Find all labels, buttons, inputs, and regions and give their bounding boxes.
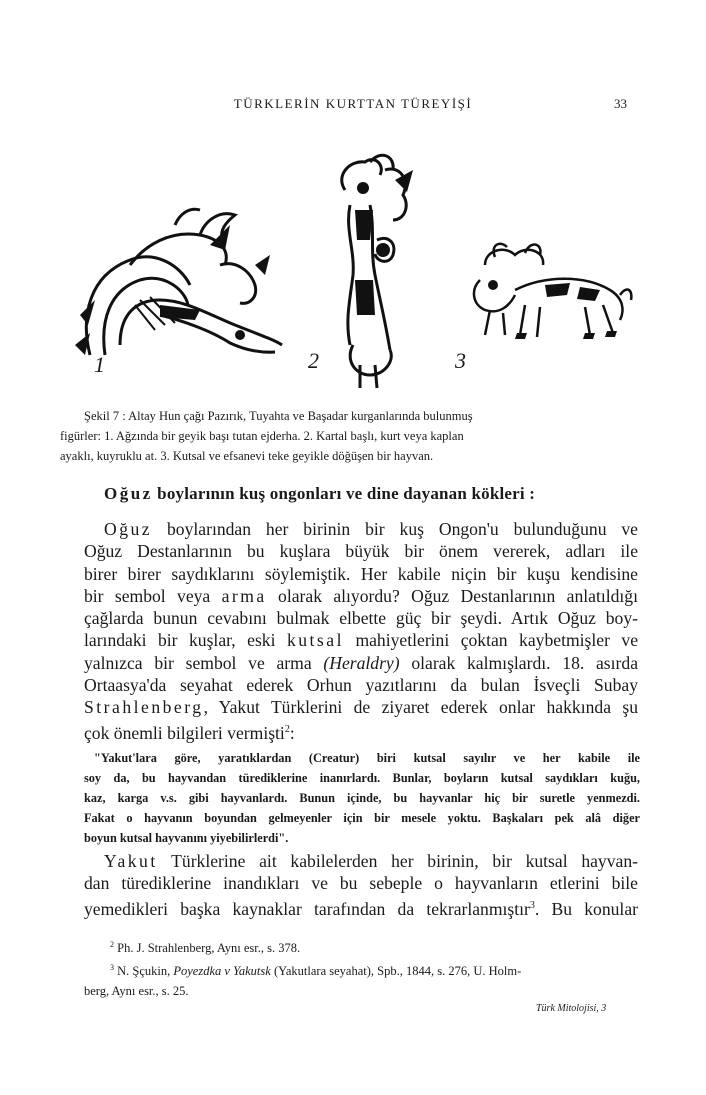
caption-line: Şekil 7 : Altay Hun çağı Pazırık, Tuyahta ve Başadar kurganlarında bulunmuş	[84, 409, 473, 423]
footnote-2: $^2$ Ph. J. Strahlenberg, Aynı esr., s. 378.	[110, 940, 301, 956]
figure-label-2: 2	[308, 348, 319, 373]
running-footer: Türk Mitolojisi, 3	[536, 1003, 607, 1014]
quote-line: "Yakut'lara göre, yaratıklardan (Creatur) biri kutsal sayılır ve her kabile ile	[94, 751, 640, 765]
footnote-3: $^3$ N. Şçukin, Poyezdka v Yakutsk (Yakutlara seyahat), Spb., 1844, s. 276, U. Holm-	[110, 963, 522, 979]
quote-line: boyun kutsal hayvanını yiyebilirlerdi".	[84, 831, 289, 845]
section-heading: Oğuz boylarının kuş ongonları ve dine dayanan kökleri :	[104, 484, 536, 503]
paragraph-line: Oğuz Destanlarının bu kuşlara büyük bir önem vererek, adları ile	[84, 541, 638, 562]
paragraph-line: larındaki bir kuşlar, eski kutsal mahiyetlerini çoktan kaybetmişler ve	[84, 630, 638, 651]
quote-line: Fakat o hayvanın boyundan gelmeyenler için bir mesele yoktu. Başkaları pek alâ diğer	[84, 811, 640, 825]
dragon-figure	[60, 205, 300, 375]
paragraph-line: birer birer saydıklarını söylemiştik. Her kabile niçin bir kuşu kendisine	[84, 563, 638, 584]
paragraph-1	[84, 518, 638, 744]
page-number: 33	[614, 96, 627, 111]
caption-line: ayaklı, kuyruklu at. 3. Kutsal ve efsanevi teke geyikle döğüşen bir hayvan.	[60, 449, 434, 463]
eagle-horse-figure	[315, 150, 425, 390]
running-title: TÜRKLERİN KURTTAN TÜREYİŞİ	[233, 96, 473, 111]
animal-fight-figure	[455, 235, 635, 345]
quote-line: soy da, bu hayvandan türediklerine inanırlardı. Bunlar, boyların kutsal saydıkları kuğu,	[84, 771, 640, 785]
footnotes	[84, 935, 640, 1001]
paragraph-line: çok önemli bilgileri vermişti$^2$:	[84, 722, 295, 743]
paragraph-line: Strahlenberg, Yakut Türklerini de ziyaret ederek onlar hakkında şu	[84, 697, 638, 718]
figure-illustrations	[60, 150, 660, 390]
caption-line: figürler: 1. Ağzında bir geyik başı tutan ejderha. 2. Kartal başlı, kurt veya kaplan	[60, 429, 464, 443]
figure-caption	[60, 406, 640, 466]
figure-label-3: 3	[455, 348, 466, 373]
paragraph-2	[84, 850, 638, 920]
block-quote	[84, 748, 640, 848]
footnote-3-continuation: berg, Aynı esr., s. 25.	[84, 984, 189, 999]
quote-line: kaz, karga v.s. gibi hayvanlardı. Bunun içinde, bu hayvanlar hiç bir suretle yenmezdi.	[84, 791, 640, 805]
paragraph-line: bir sembol veya arma olarak alıyordu? Oğuz Destanlarının anlatıldığı	[84, 585, 638, 606]
paragraph-line: yemedikleri başka kaynaklar tarafından da tekrarlanmıştır$^3$. Bu konular	[84, 898, 638, 919]
paragraph-line: Ortaasya'da seyahat ederek Orhun yazıtlarını da bulan İsveçli Subay	[84, 675, 638, 696]
paragraph-line: çağlarda bunun cevabını bulmak elbette güç bir şeydi. Artık Oğuz boy-	[84, 608, 638, 629]
paragraph-line: dan türediklerine inandıkları ve bu sebeple o hayvanların etlerini bile	[84, 873, 638, 894]
figure-label-1: 1	[94, 352, 105, 377]
paragraph-line: Oğuz boylarından her birinin bir kuş Ongon'u bulunduğunu ve	[104, 519, 638, 539]
paragraph-line: yalnızca bir sembol ve arma (Heraldry) olarak kalmışlardı. 18. asırda	[84, 652, 639, 673]
paragraph-line: Yakut Türklerine ait kabilelerden her birinin, bir kutsal hayvan-	[104, 851, 638, 871]
